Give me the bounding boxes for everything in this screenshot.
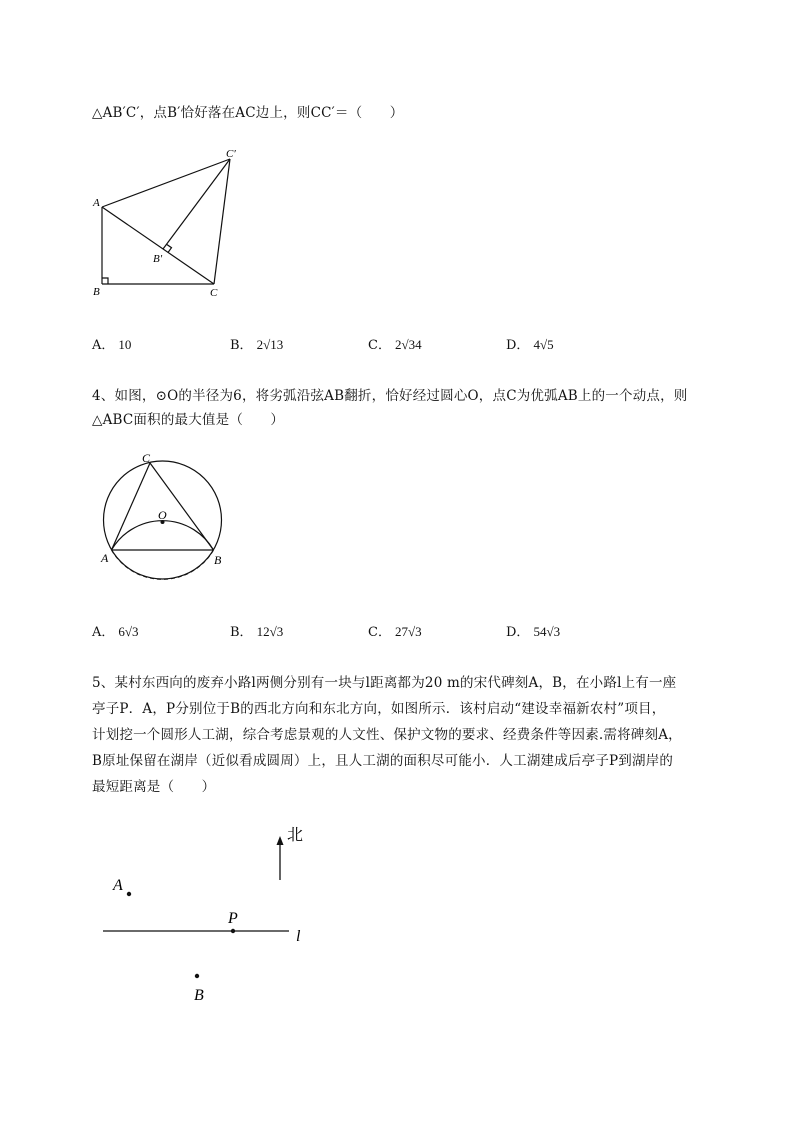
q3-option-b[interactable]: B． 2√13 (230, 337, 284, 353)
q5-figure (100, 820, 320, 1010)
q4-options (92, 621, 652, 641)
lower-arc-dashed (112, 550, 214, 579)
q3-stem: △AB′C′，点B′恰好落在AC边上，则CC′＝（ ） (92, 105, 404, 121)
q4-figure (94, 450, 234, 580)
q4-option-c[interactable]: C． 27√3 (368, 624, 422, 640)
label-a: A (113, 877, 123, 894)
point-b (195, 974, 199, 978)
north-arrow-head (277, 836, 284, 845)
label-o: O (158, 508, 167, 522)
q3-options (92, 334, 652, 354)
q5-stem-line-5: 最短距离是（ ） (92, 779, 216, 795)
q4-stem-line-2: △ABC面积的最大值是（ ） (92, 412, 285, 428)
label-a: A (101, 551, 109, 565)
q5-stem-line-1: 5、某村东西向的废弃小路l两侧分别有一块与l距离都为20 m的宋代碑刻A，B，在小路l上有一座 (92, 675, 677, 691)
q3-option-a[interactable]: A． 10 (92, 337, 132, 353)
q4-stem-line-1: 4、如图，⊙O的半径为6，将劣弧沿弦AB翻折，恰好经过圆心O，点C为优弧AB上的一个动点，则 (92, 388, 688, 404)
label-b: B (93, 286, 100, 298)
folded-arc (112, 521, 214, 550)
label-c: C (210, 287, 218, 299)
q4-option-d[interactable]: D． 54√3 (506, 624, 561, 640)
point-a (127, 892, 131, 896)
point-p (231, 929, 235, 933)
label-b-prime: B′ (153, 253, 163, 265)
q3-option-d[interactable]: D． 4√5 (506, 337, 554, 353)
q3-figure (88, 145, 248, 303)
label-b: B (194, 987, 204, 1004)
right-angle-mark-b (102, 278, 108, 284)
label-b: B (214, 553, 222, 567)
label-north: 北 (287, 825, 304, 844)
q4-option-a[interactable]: A． 6√3 (92, 624, 139, 640)
q5-stem-line-2: 亭子P．A，P分别位于B的西北方向和东北方向，如图所示．该村启动“建设幸福新农村”项目， (92, 701, 666, 717)
label-l: l (296, 928, 301, 945)
segment-ac (112, 463, 151, 550)
label-c: C (142, 451, 151, 465)
q3-option-c[interactable]: C． 2√34 (368, 337, 422, 353)
q5-stem-line-3: 计划挖一个圆形人工湖，综合考虑景观的人文性、保护文物的要求、经费条件等因素.需将碑刻A， (92, 727, 682, 743)
label-a: A (93, 197, 100, 209)
label-c-prime: C′ (226, 148, 236, 160)
segment-bc (150, 463, 214, 550)
q5-stem-line-4: B原址保留在湖岸（近似看成圆周）上，且人工湖的面积尽可能小．人工湖建成后亭子P到湖岸的 (92, 753, 674, 769)
segment-ac (102, 207, 214, 284)
label-p: P (228, 910, 238, 927)
q4-option-b[interactable]: B． 12√3 (230, 624, 284, 640)
segment-ac-prime (102, 159, 230, 207)
